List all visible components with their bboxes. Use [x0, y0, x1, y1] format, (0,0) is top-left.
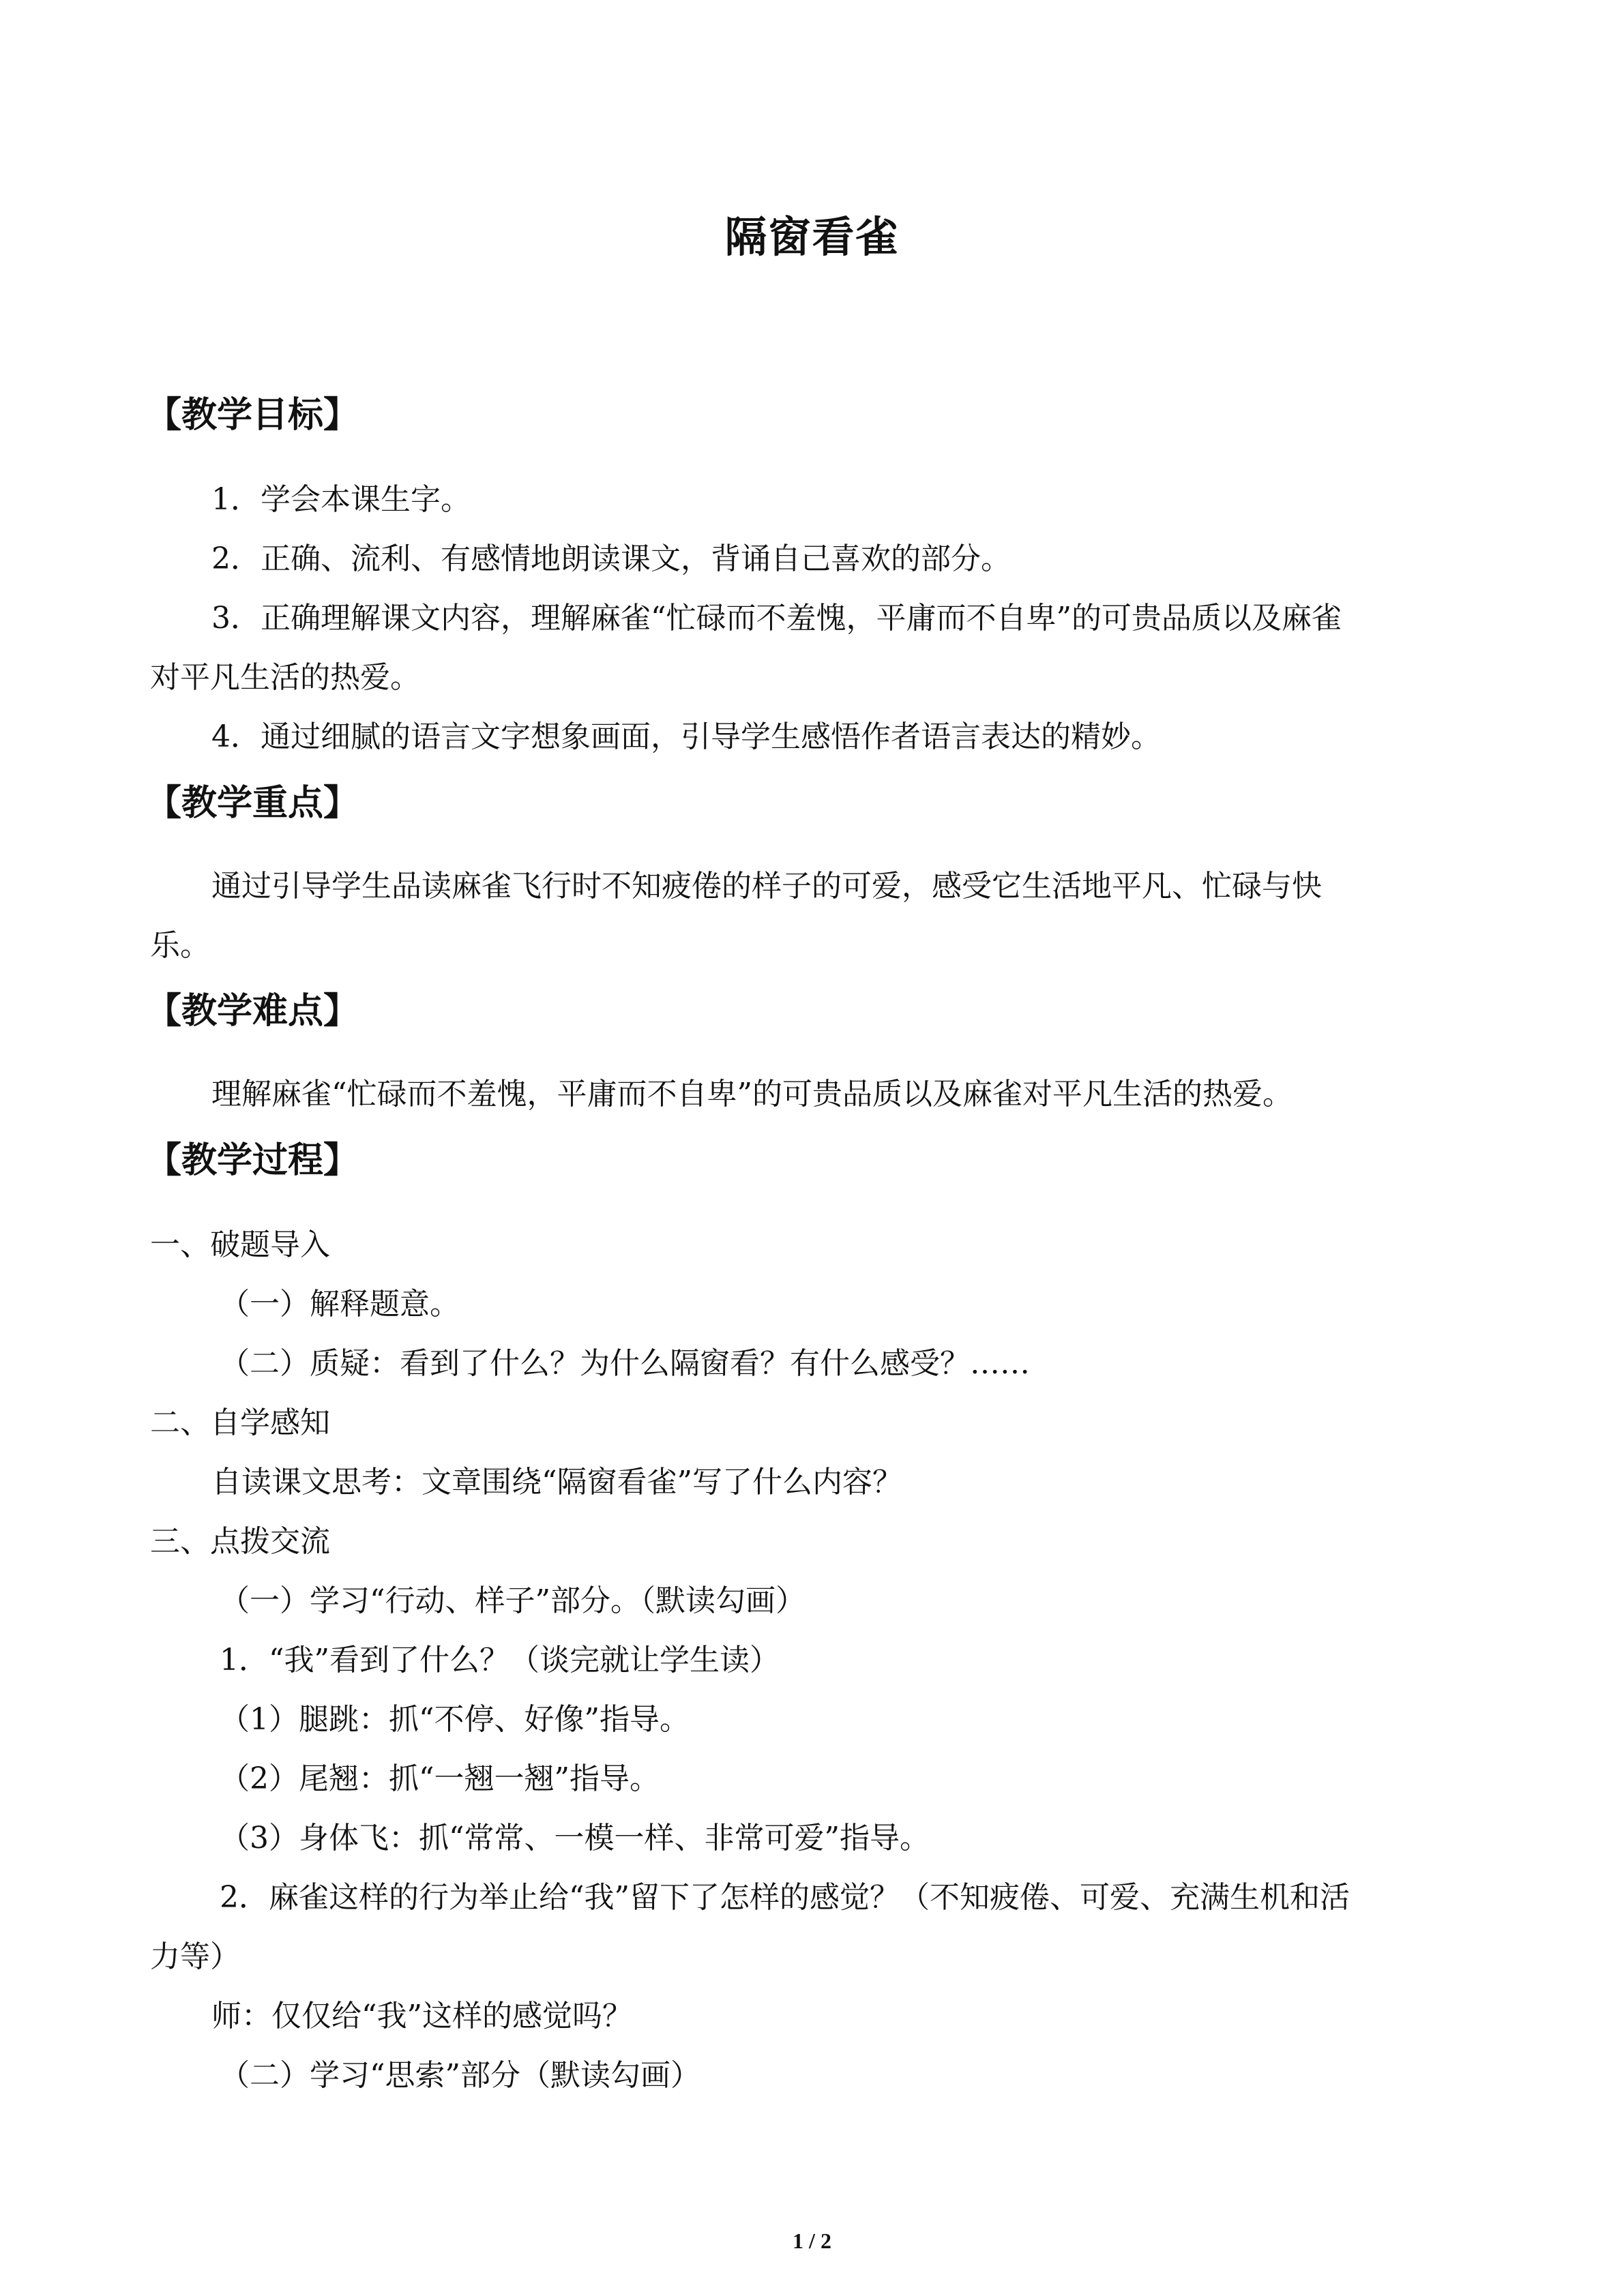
objective-item: 4．通过细腻的语言文字想象画面，引导学生感悟作者语言表达的精妙。 [211, 719, 1161, 754]
key-points-text: 通过引导学生品读麻雀飞行时不知疲倦的样子的可爱，感受它生活地平凡、忙碌与快 [211, 869, 1322, 904]
process-line: 师：仅仅给“我”这样的感觉吗？ [211, 1999, 632, 2033]
process-line: 2．麻雀这样的行为举止给“我”留下了怎样的感觉？（不知疲倦、可爱、充满生机和活 [220, 1880, 1350, 1915]
section-heading-difficulties: 【教学难点】 [146, 991, 359, 1032]
objective-item-continued: 对平凡生活的热爱。 [150, 660, 420, 695]
process-line: （1）腿跳：抓“不停、好像”指导。 [220, 1702, 690, 1737]
objective-item: 1．学会本课生字。 [211, 482, 471, 517]
process-step-heading: 二、自学感知 [150, 1405, 330, 1440]
section-heading-process: 【教学过程】 [146, 1140, 359, 1181]
process-line: （二）学习“思索”部分（默读勾画） [220, 2058, 700, 2093]
process-line: （一）学习“行动、样子”部分。（默读勾画） [220, 1583, 806, 1618]
document-title: 隔窗看雀 [724, 212, 900, 262]
objective-item: 2．正确、流利、有感情地朗读课文，背诵自己喜欢的部分。 [211, 541, 1011, 576]
process-line: （二）质疑：看到了什么？为什么隔窗看？有什么感受？…… [220, 1346, 1030, 1381]
page-number: 1 / 2 [793, 2228, 831, 2253]
process-line: 自读课文思考：文章围绕“隔窗看雀”写了什么内容？ [211, 1465, 902, 1500]
key-points-text-continued: 乐。 [150, 928, 210, 963]
difficulties-text: 理解麻雀“忙碌而不羞愧，平庸而不自卑”的可贵品质以及麻雀对平凡生活的热爱。 [211, 1077, 1293, 1112]
process-line: 1．“我”看到了什么？（谈完就让学生读） [220, 1643, 780, 1678]
process-line: （2）尾翘：抓“一翘一翘”指导。 [220, 1761, 660, 1796]
section-heading-key-points: 【教学重点】 [146, 783, 359, 824]
objective-item: 3．正确理解课文内容，理解麻雀“忙碌而不羞愧，平庸而不自卑”的可贵品质以及麻雀 [211, 601, 1342, 636]
process-line-continued: 力等） [150, 1939, 240, 1974]
process-step-heading: 一、破题导入 [150, 1227, 330, 1262]
process-line: （一）解释题意。 [220, 1287, 460, 1322]
section-heading-objectives: 【教学目标】 [146, 395, 359, 436]
process-step-heading: 三、点拨交流 [150, 1524, 330, 1559]
process-line: （3）身体飞：抓“常常、一模一样、非常可爱”指导。 [220, 1821, 930, 1855]
